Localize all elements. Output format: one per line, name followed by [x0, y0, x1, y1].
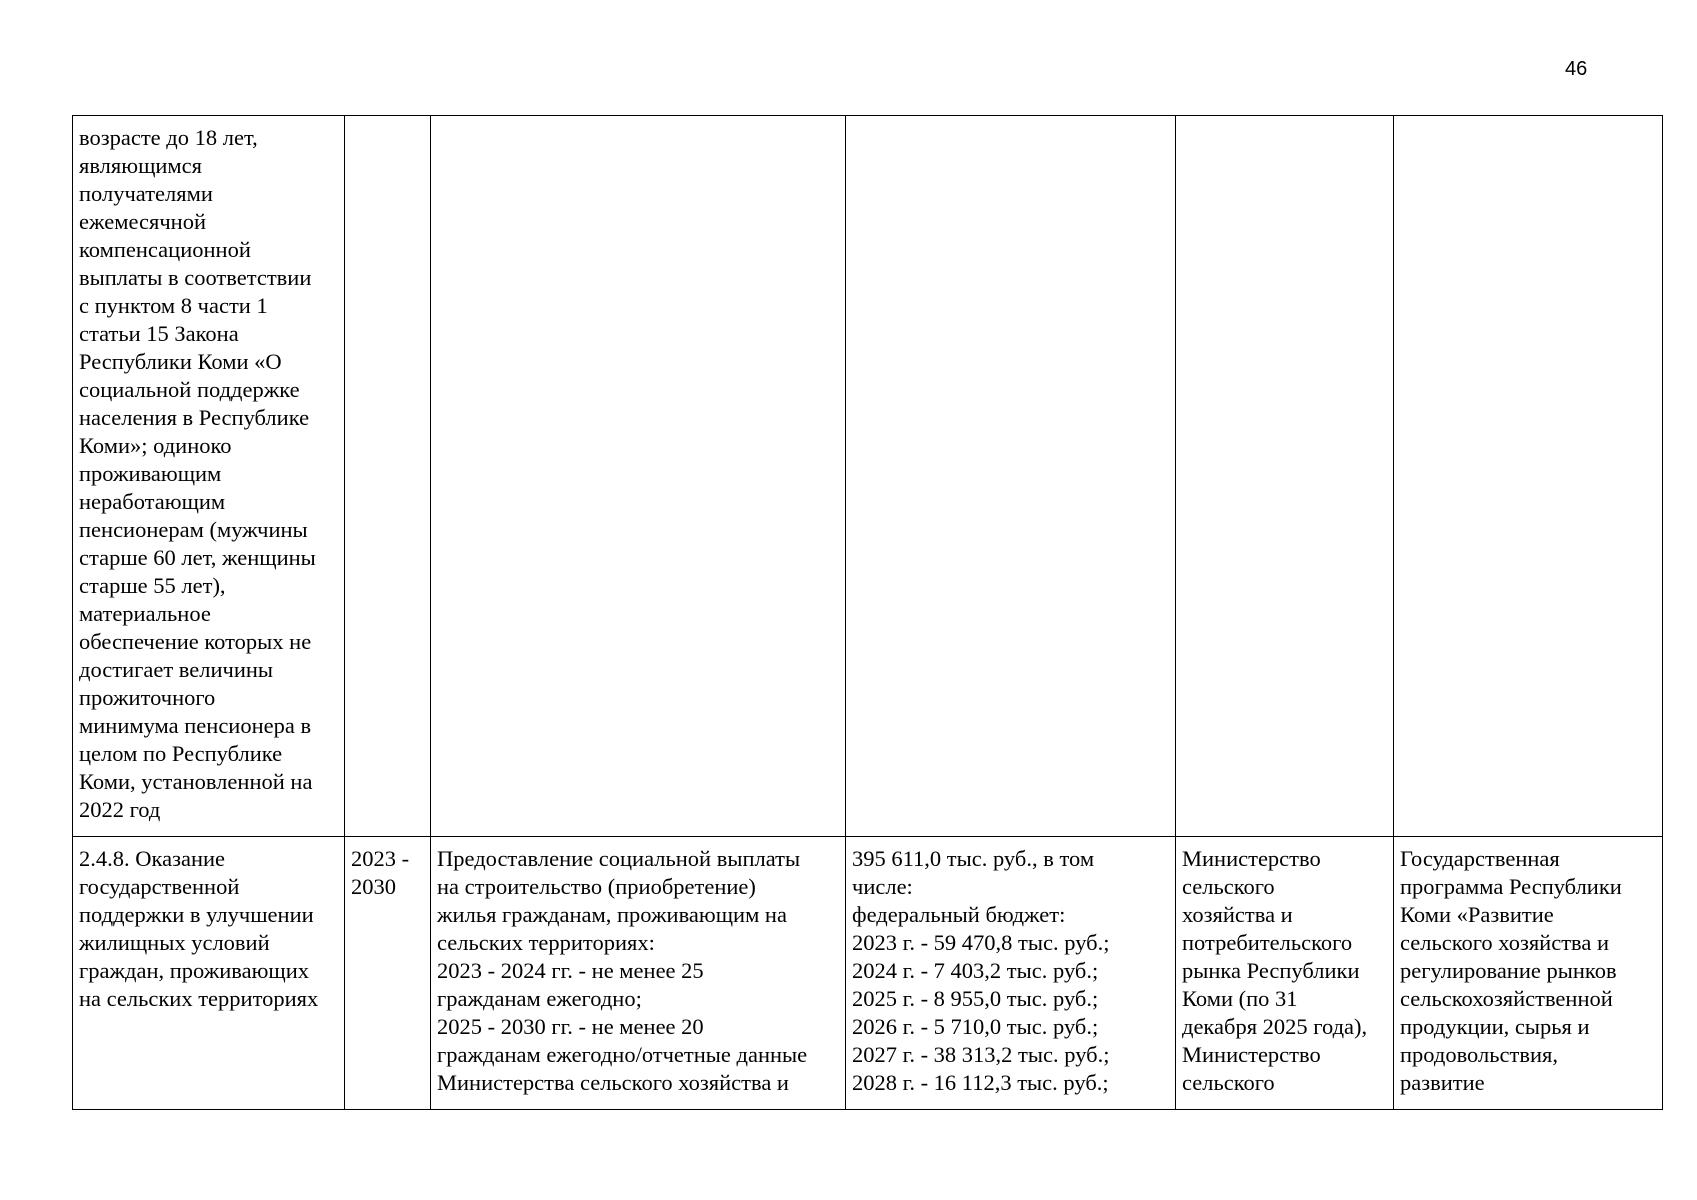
period-cell: [345, 116, 431, 837]
measure-name-cell: возрасте до 18 лет, являющимся получателями ежемесячной компенсационной выплаты в соответствии с пунктом 8 части 1 статьи 15 Закона Республики Коми «О социальной поддержке населения в Республике Коми»; одиноко проживающим неработающим пенсионерам (мужчины старше 60 лет, женщины старше 55 лет), материальное обеспечение которых не достигает величины прожиточного минимума пенсионера в целом по Республике Коми, установленной на 2022 год: [73, 116, 345, 837]
table-row: [73, 116, 1663, 837]
executor-cell: Министерство сельского хозяйства и потребительского рынка Республики Коми (по 31 декабря 2025 года), Министерство сельского: [1176, 837, 1394, 1110]
table-row: [73, 837, 1663, 1110]
executor-cell: [1176, 116, 1394, 837]
measure-name-cell: 2.4.8. Оказание государственной поддержки в улучшении жилищных условий граждан, проживающих на сельских территориях: [73, 837, 345, 1110]
program-cell: [1394, 116, 1663, 837]
measures-table: [72, 115, 1663, 1110]
period-cell: 2023 - 2030: [345, 837, 431, 1110]
indicator-cell: Предоставление социальной выплаты на строительство (приобретение) жилья гражданам, проживающим на сельских территориях: 2023 - 2024 гг. - не менее 25 гражданам ежегодно; 2025 - 2030 гг. - не менее 20 гражданам ежегодно/отчетные данные Министерства сельского хозяйства и: [431, 837, 846, 1110]
page-number: 46: [1565, 58, 1588, 80]
funding-cell: [846, 116, 1176, 837]
indicator-cell: [431, 116, 846, 837]
program-cell: Государственная программа Республики Коми «Развитие сельского хозяйства и регулирование рынков сельскохозяйственной продукции, сырья и продовольствия, развитие: [1394, 837, 1663, 1110]
funding-cell: 395 611,0 тыс. руб., в том числе: федеральный бюджет: 2023 г. - 59 470,8 тыс. руб.; 2024 г. - 7 403,2 тыс. руб.; 2025 г. - 8 955,0 тыс. руб.; 2026 г. - 5 710,0 тыс. руб.; 2027 г. - 38 313,2 тыс. руб.; 2028 г. - 16 112,3 тыс. руб.;: [846, 837, 1176, 1110]
